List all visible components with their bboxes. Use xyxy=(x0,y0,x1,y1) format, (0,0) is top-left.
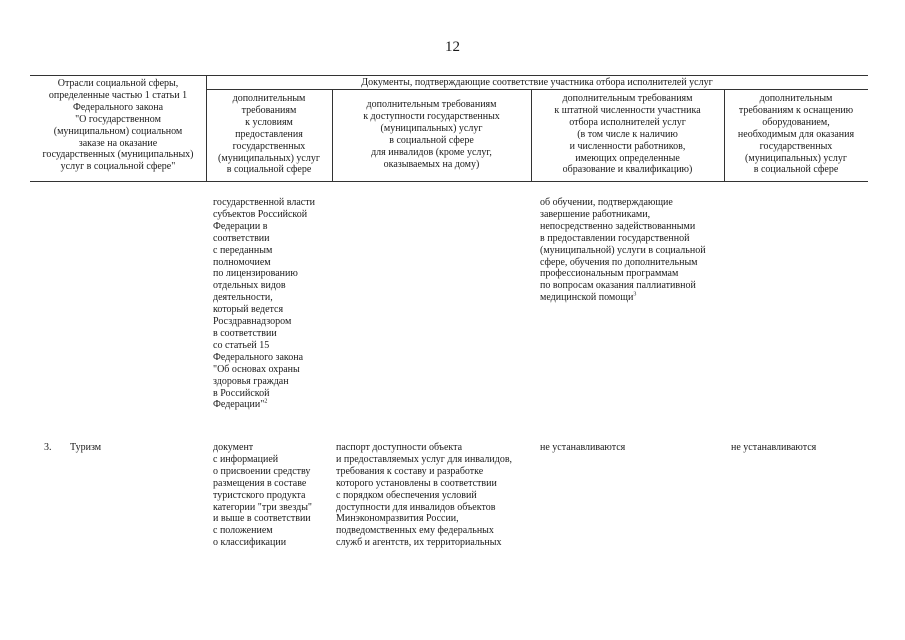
header-staffing: дополнительным требованиям к штатной численности участника отбора исполнителей услуг (в том числе к наличию и численности работников, имеющих определенные образование и квалификацию) xyxy=(554,93,701,176)
group-header-rule xyxy=(206,89,868,90)
header-equipment: дополнительным требованиям к оснащению оборудованием, необходимым для оказания государственных (муниципальных) услуг в социальной сфере xyxy=(737,93,855,176)
tourism-accessibility-cell: паспорт доступности объекта и предоставляемых услуг для инвалидов, требования к составу и разработке которого установлены в соответствии с порядком обеспечения условий доступности для инвалидов объектов Минэкономразвития России, подведомственных ему федеральных служб и агентств, их территориальных xyxy=(336,442,513,549)
continuation-staffing-cell xyxy=(540,197,724,304)
header-conditions: дополнительным требованиям к условиям предоставления государственных (муниципальных) услуг в социальной сфере xyxy=(218,93,320,176)
tourism-conditions-cell: документ с информацией о присвоении средству размещения в составе туристского продукта категории "три звезды" и выше в соответствии с положением о классификации xyxy=(213,442,313,549)
continuation-conditions-cell xyxy=(213,197,331,411)
continuation-conditions-text: государственной власти субъектов Российской Федерации в соответствии с переданным полномочием по лицензированию отдельных видов деятельности, который ведется Росздравнадзором в соответствии со статьей 15 Федерального закона "Об основах охраны здоровья граждан в Российской Федерации" xyxy=(213,197,315,411)
tourism-staffing-cell: не устанавливаются xyxy=(540,442,626,453)
table-top-rule xyxy=(30,75,868,76)
footnote-ref-3: 3 xyxy=(633,291,637,298)
continuation-staffing-text: об обучении, подтверждающие завершение работниками, непосредственно задействованными в предоставлении государственной (муниципальной) услуги в социальной сфере, обучения по дополнительным профессиональным программам по вопросам оказания паллиативной медицинской помощи xyxy=(540,197,706,304)
header-bottom-rule xyxy=(30,181,868,182)
footnote-ref-2: 2 xyxy=(264,399,268,406)
row-sector-name: Туризм xyxy=(70,442,102,453)
tourism-equipment-cell: не устанавливаются xyxy=(731,442,817,453)
page-number: 12 xyxy=(445,39,460,55)
header-accessibility: дополнительным требованиям к доступности государственных (муниципальных) услуг в социальной сфере для инвалидов (кроме услуг, оказываемых на дому) xyxy=(363,99,500,170)
header-documents-group: Документы, подтверждающие соответствие участника отбора исполнителей услуг xyxy=(361,77,713,88)
row-number: 3. xyxy=(44,442,52,453)
header-sector: Отрасли социальной сферы, определенные частью 1 статьи 1 Федерального закона "О государственном (муниципальном) социальном заказе на оказание государственных (муниципальных) услуг в социальной сфере" xyxy=(42,78,194,173)
